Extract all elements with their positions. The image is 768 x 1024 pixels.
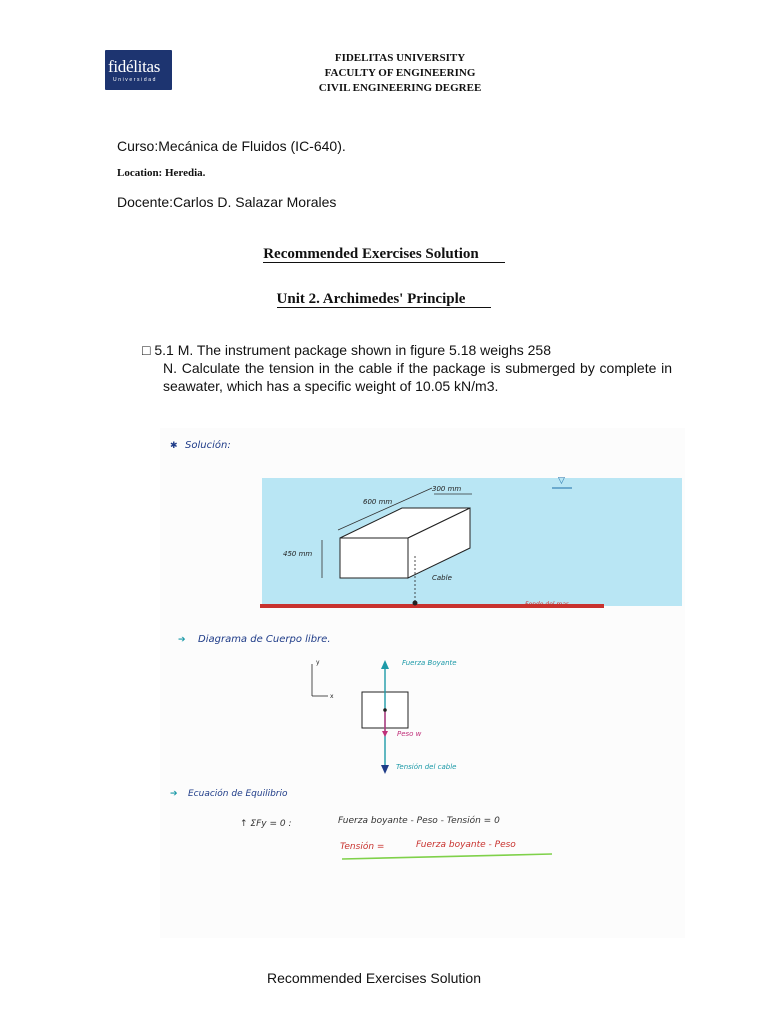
page-footer: Recommended Exercises Solution	[267, 970, 481, 986]
arrow-bullet-icon: ➔	[170, 789, 178, 799]
tension-arrow-head	[381, 765, 389, 774]
header-degree: CIVIL ENGINEERING DEGREE	[318, 82, 482, 94]
tension-label: Tensión del cable	[396, 763, 457, 771]
seabed-label: Fondo del mar	[525, 601, 569, 608]
y-axis-label: y	[316, 659, 320, 666]
arrow-bullet-icon: ➔	[178, 635, 186, 645]
width-dim-label: 300 mm	[432, 485, 462, 493]
checkbox-bullet-icon: □	[142, 342, 151, 358]
header-faculty: FACULTY OF ENGINEERING	[324, 67, 476, 79]
buoyant-arrow-head	[381, 660, 389, 669]
weight-arrow-head	[382, 731, 388, 737]
cable-anchor	[413, 601, 418, 606]
seawater-region	[262, 478, 682, 606]
result-underline	[342, 854, 552, 859]
x-axis-label: x	[330, 693, 334, 700]
equation-line-1: Fuerza boyante - Peso - Tensión = 0	[338, 816, 500, 826]
height-dim-label: 450 mm	[283, 550, 313, 558]
center-point	[383, 708, 387, 712]
university-logo	[105, 50, 172, 90]
cable-label: Cable	[432, 574, 452, 582]
length-dim-label: 600 mm	[363, 498, 393, 506]
title-unit	[0, 291, 768, 308]
buoyant-force-label: Fuerza Boyante	[402, 659, 457, 667]
document-header	[270, 51, 530, 96]
equation-result-lhs: Tensión =	[340, 842, 385, 852]
exercise-statement	[142, 341, 672, 395]
course-line: Curso:Mecánica de Fluidos (IC-640).	[117, 138, 346, 154]
title-main	[0, 246, 768, 263]
exercise-rest-text: N. Calculate the tension in the cable if the package is submerged by complete in seawater, which has a specific weight of 10.05 kN/m3.	[163, 360, 672, 394]
fbd-title: Diagrama de Cuerpo libre.	[198, 634, 331, 645]
exercise-first-line	[142, 341, 672, 359]
star-icon: ✱	[170, 441, 178, 451]
solution-label: Solución:	[185, 440, 231, 451]
equation-sum: ↑ ΣFy = 0 :	[240, 819, 292, 829]
equilibrium-title: Ecuación de Equilibrio	[188, 789, 288, 799]
title-unit-text: Unit 2. Archimedes' Principle	[277, 291, 492, 308]
exercise-first-text: 5.1 M. The instrument package shown in figure 5.18 weighs 258	[154, 342, 552, 358]
solution-sketch	[160, 428, 685, 938]
title-main-text: Recommended Exercises Solution	[263, 246, 505, 263]
solution-figure	[160, 428, 685, 938]
water-surface-icon: ▽	[558, 476, 565, 486]
header-university: FIDELITAS UNIVERSITY	[334, 52, 466, 64]
location-line: Location: Heredia.	[117, 167, 206, 179]
equation-result-rhs: Fuerza boyante - Peso	[416, 840, 516, 850]
weight-label: Peso w	[397, 730, 422, 738]
logo-text: fidélitas	[108, 57, 161, 76]
logo-subtext: Universidad	[113, 77, 158, 83]
teacher-line: Docente:Carlos D. Salazar Morales	[117, 194, 337, 210]
